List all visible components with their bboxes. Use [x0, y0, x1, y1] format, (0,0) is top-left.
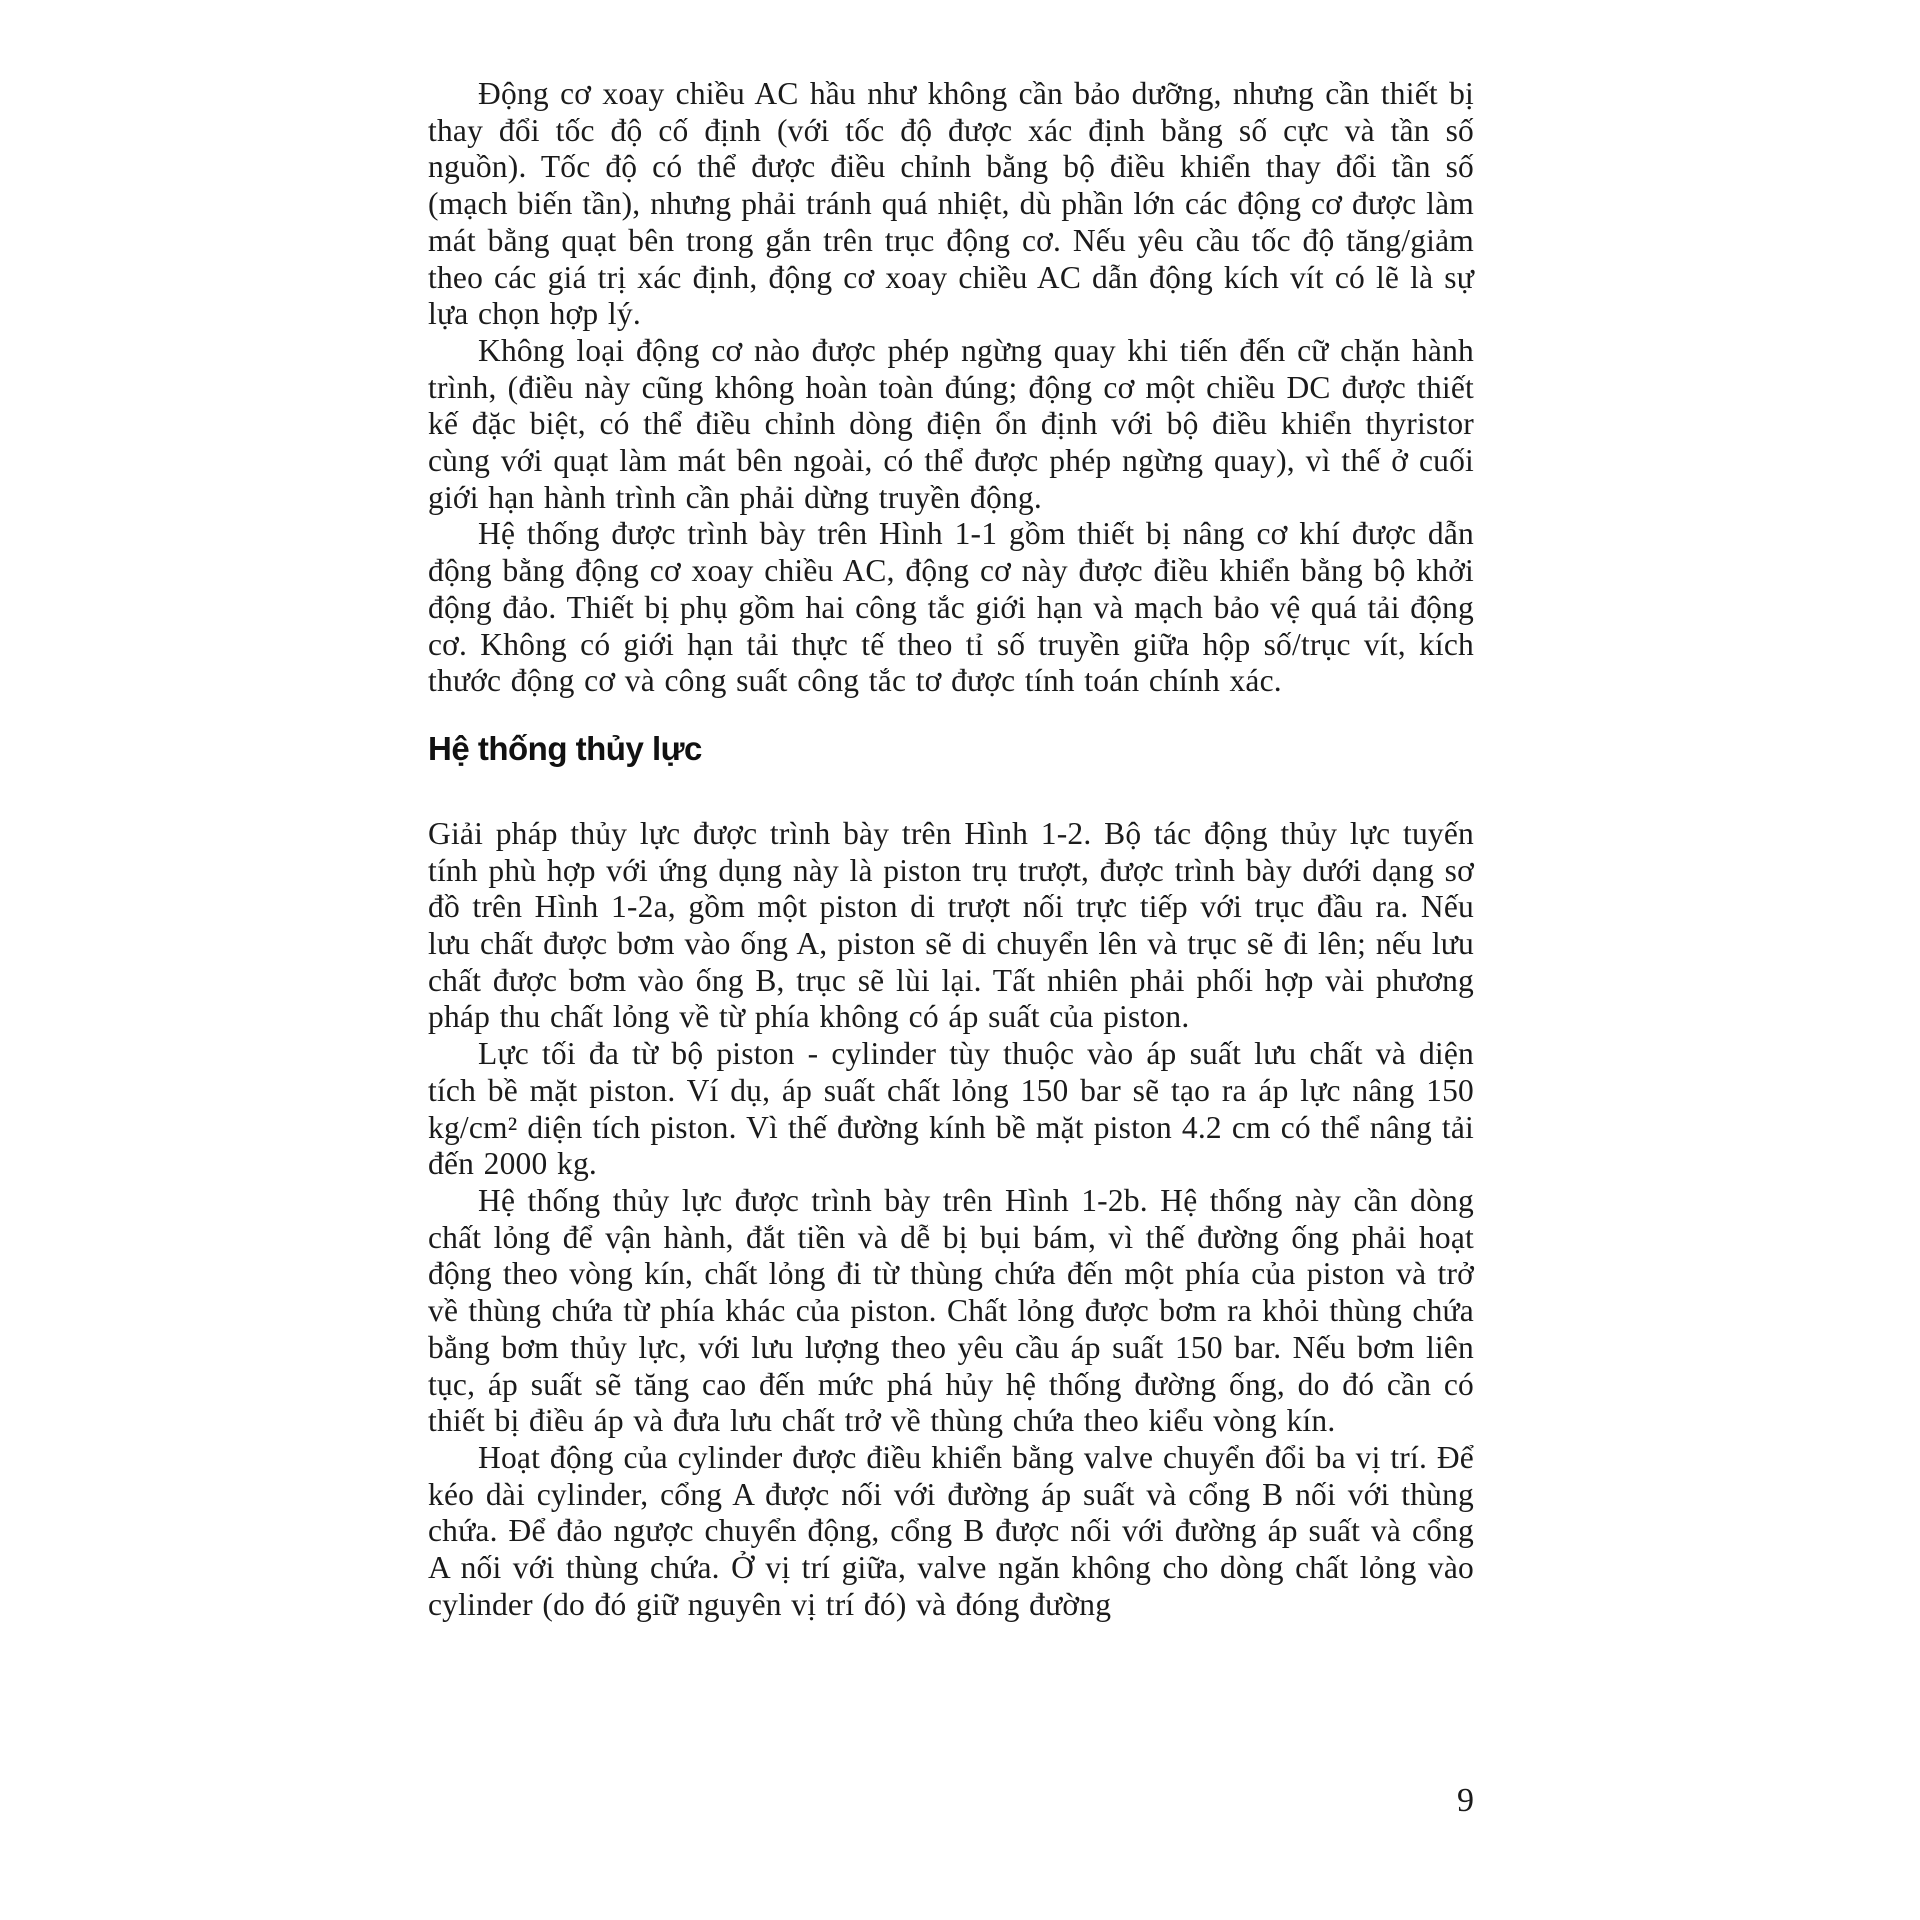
section-heading-hydraulic-system: Hệ thống thủy lực: [428, 729, 702, 767]
paragraph-figure-1-1-system: Hệ thống được trình bày trên Hình 1-1 gồm thiết bị nâng cơ khí được dẫn động bằng động cơ xoay chiều AC, động cơ này được điều khiển bằng bộ khởi động đảo. Thiết bị phụ gồm hai công tắc giới hạn và mạch bảo vệ quá tải động cơ. Không có giới hạn tải thực tế theo tỉ số truyền giữa hộp số/trục vít, kích thước động cơ và công suất công tắc tơ được tính toán chính xác.: [428, 516, 1474, 699]
paragraph-motor-stall-rules: Không loại động cơ nào được phép ngừng quay khi tiến đến cữ chặn hành trình, (điều này cũng không hoàn toàn đúng; động cơ một chiều DC được thiết kế đặc biệt, có thể điều chỉnh dòng điện ổn định với bộ điều khiển thyristor cùng với quạt làm mát bên ngoài, có thể được phép ngừng quay), vì thế ở cuối giới hạn hành trình cần phải dừng truyền động.: [428, 332, 1474, 515]
paragraph-ac-motor-maintenance: Động cơ xoay chiều AC hầu như không cần bảo dưỡng, nhưng cần thiết bị thay đổi tốc độ cố định (với tốc độ được xác định bằng số cực và tần số nguồn). Tốc độ có thể được điều chỉnh bằng bộ điều khiển thay đổi tần số (mạch biến tần), nhưng phải tránh quá nhiệt, dù phần lớn các động cơ được làm mát bằng quạt bên trong gắn trên trục động cơ. Nếu yêu cầu tốc độ tăng/giảm theo các giá trị xác định, động cơ xoay chiều AC dẫn động kích vít có lẽ là sự lựa chọn hợp lý.: [428, 76, 1474, 332]
paragraph-valve-operation: Hoạt động của cylinder được điều khiển bằng valve chuyển đổi ba vị trí. Để kéo dài cylinder, cổng A được nối với đường áp suất và cổng B nối với thùng chứa. Để đảo ngược chuyển động, cổng B được nối với đường áp suất và cổng A nối với thùng chứa. Ở vị trí giữa, valve ngăn không cho dòng chất lỏng vào cylinder (do đó giữ nguyên vị trí đó) và đóng đường: [428, 1439, 1474, 1622]
paragraph-figure-1-2b-system: Hệ thống thủy lực được trình bày trên Hình 1-2b. Hệ thống này cần dòng chất lỏng để vận hành, đắt tiền và dễ bị bụi bám, vì thế đường ống phải hoạt động theo vòng kín, chất lỏng đi từ thùng chứa đến một phía của piston và trở về thùng chứa từ phía khác của piston. Chất lỏng được bơm ra khỏi thùng chứa bằng bơm thủy lực, với lưu lượng theo yêu cầu áp suất 150 bar. Nếu bơm liên tục, áp suất sẽ tăng cao đến mức phá hủy hệ thống đường ống, do đó cần có thiết bị điều áp và đưa lưu chất trở về thùng chứa theo kiểu vòng kín.: [428, 1182, 1474, 1439]
page-body: [428, 76, 1474, 1623]
paragraph-piston-max-force: Lực tối đa từ bộ piston - cylinder tùy thuộc vào áp suất lưu chất và diện tích bề mặt piston. Ví dụ, áp suất chất lỏng 150 bar sẽ tạo ra áp lực nâng 150 kg/cm² diện tích piston. Vì thế đường kính bề mặt piston 4.2 cm có thể nâng tải đến 2000 kg.: [428, 1036, 1474, 1182]
page-number: 9: [1457, 1782, 1474, 1819]
paragraph-hydraulic-solution: Giải pháp thủy lực được trình bày trên Hình 1-2. Bộ tác động thủy lực tuyến tính phù hợp với ứng dụng này là piston trụ trượt, được trình bày dưới dạng sơ đồ trên Hình 1-2a, gồm một piston di trượt nối trực tiếp với trục đầu ra. Nếu lưu chất được bơm vào ống A, piston sẽ di chuyển lên và trục sẽ đi lên; nếu lưu chất được bơm vào ống B, trục sẽ lùi lại. Tất nhiên phải phối hợp vài phương pháp thu chất lỏng về từ phía không có áp suất của piston.: [428, 815, 1474, 1035]
